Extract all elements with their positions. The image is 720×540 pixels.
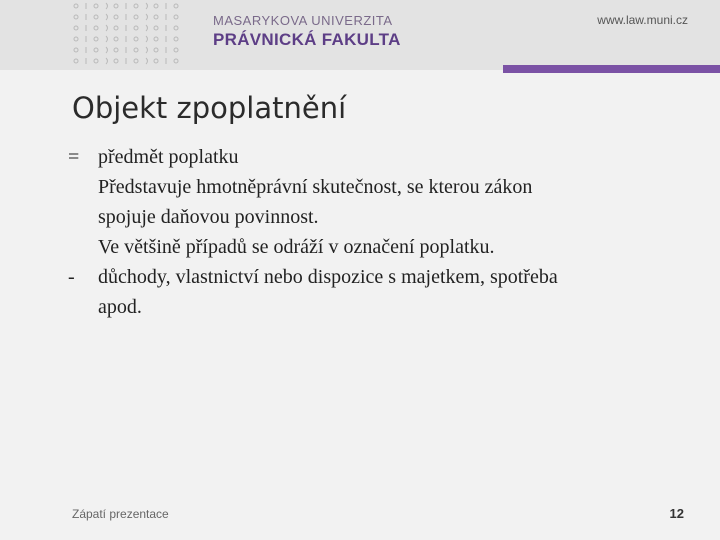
slide-title: Objekt zpoplatnění <box>72 91 347 125</box>
list-item <box>60 142 680 172</box>
list-item <box>60 232 680 262</box>
footer-text: Zápatí prezentace <box>72 507 169 521</box>
accent-bar <box>503 65 720 73</box>
item-text: apod. <box>98 296 142 318</box>
page-number: 12 <box>669 506 684 521</box>
item-text: Představuje hmotněprávní skutečnost, se kterou zákon <box>98 176 533 198</box>
item-text: důchody, vlastnictví nebo dispozice s majetkem, spotřeba <box>98 266 558 288</box>
header-bar <box>0 0 720 70</box>
bullet-dash: - <box>68 266 75 288</box>
list-item <box>60 202 680 232</box>
item-text: předmět poplatku <box>98 146 239 168</box>
list-item <box>60 262 680 292</box>
bullet-equals: = <box>68 146 80 168</box>
item-text: Ve většině případů se odráží v označení poplatku. <box>98 236 495 258</box>
university-name: MASARYKOVA UNIVERZITA <box>213 13 393 28</box>
list-item <box>60 172 680 202</box>
item-text: spojuje daňovou povinnost. <box>98 206 319 228</box>
logo-pattern-icon <box>72 0 184 70</box>
list-item <box>60 292 680 322</box>
slide-content <box>60 142 680 322</box>
faculty-name: PRÁVNICKÁ FAKULTA <box>213 30 401 49</box>
website-url[interactable]: www.law.muni.cz <box>597 13 688 27</box>
